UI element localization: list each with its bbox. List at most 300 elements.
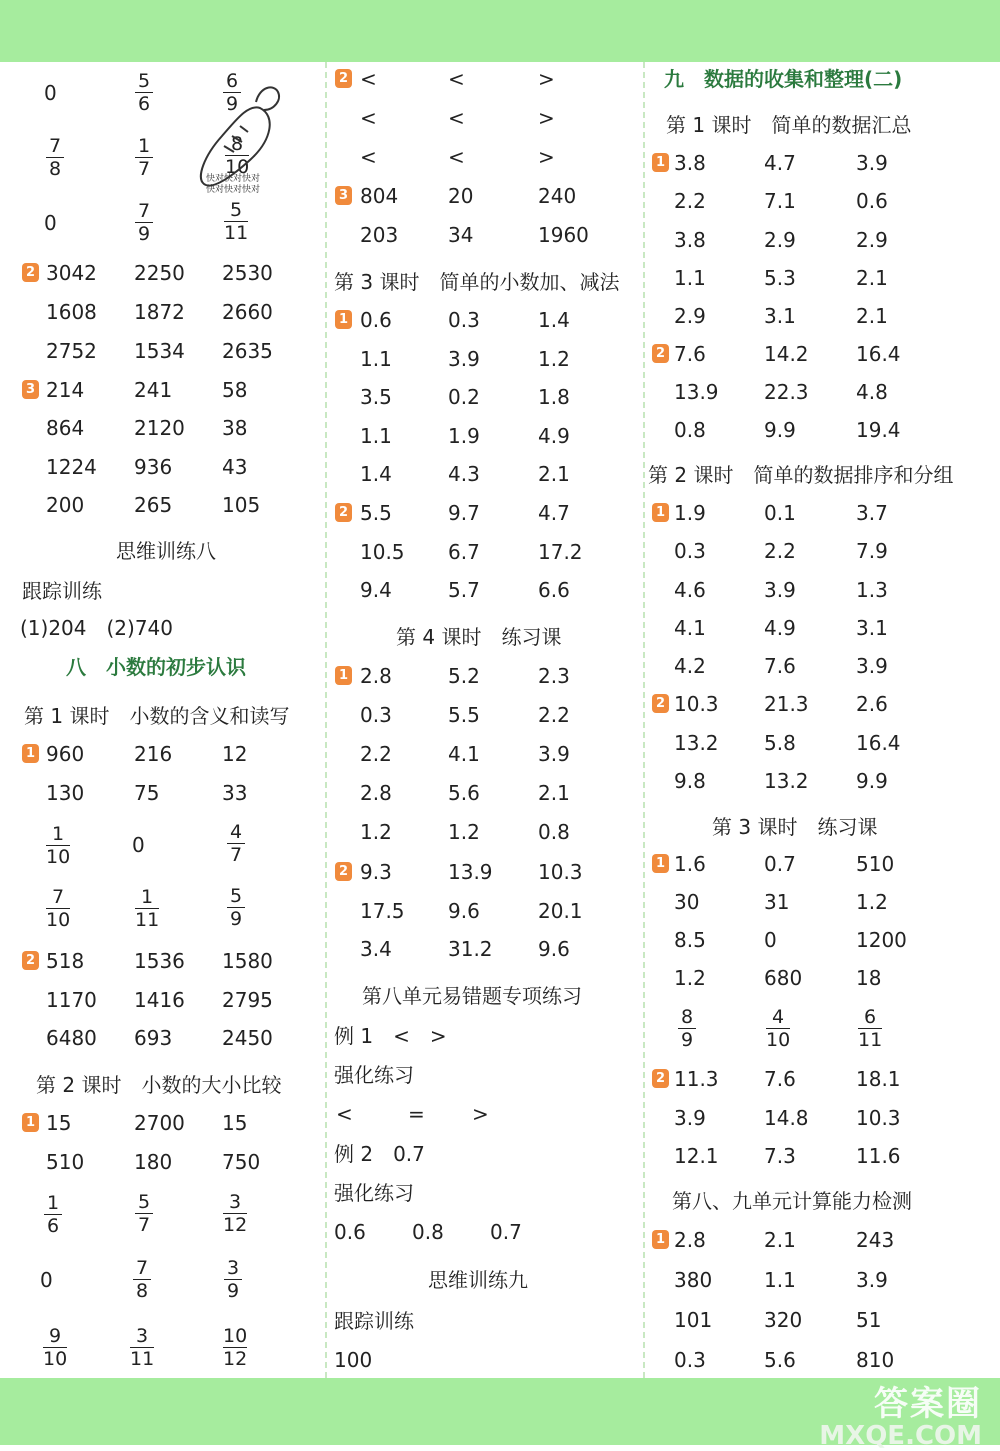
answer-value: 750 xyxy=(222,1150,261,1174)
fraction xyxy=(678,1007,696,1050)
section-title: 思维训练八 xyxy=(116,539,216,563)
fraction-numerator: 5 xyxy=(137,70,151,92)
answer-value: 1580 xyxy=(222,949,273,973)
answer-value: > xyxy=(538,106,555,130)
lesson-title: 第 4 课时 练习课 xyxy=(396,625,562,649)
answer-value: 1.1 xyxy=(764,1268,796,1292)
carrot-caption-line: 快对快对快对 xyxy=(206,174,261,184)
fraction-denominator: 12 xyxy=(223,1214,248,1236)
answer-value: 960 xyxy=(46,742,85,766)
answer-value: 693 xyxy=(134,1026,173,1050)
fraction-numerator: 4 xyxy=(229,821,243,843)
answer-value: 7.3 xyxy=(764,1144,796,1168)
answer-value: 1224 xyxy=(46,454,97,479)
fraction-denominator: 9 xyxy=(137,223,151,245)
answer-value: 0.6 xyxy=(360,308,392,332)
answer-value: 2.8 xyxy=(674,1228,706,1252)
answer-value: < xyxy=(448,145,465,169)
fraction-denominator: 10 xyxy=(766,1029,791,1051)
fraction-numerator: 3 xyxy=(229,1191,242,1213)
answer-value: 0.8 xyxy=(412,1220,444,1244)
fraction xyxy=(135,136,153,179)
fraction xyxy=(858,1007,882,1050)
answer-value: 19.4 xyxy=(856,418,901,442)
answer-value: 5.8 xyxy=(764,730,796,755)
fraction-numerator: 8 xyxy=(680,1006,694,1028)
fraction xyxy=(135,201,153,244)
answer-value: 2.9 xyxy=(674,304,706,329)
answer-value: 5.5 xyxy=(448,703,480,727)
question-number-badge: 2 xyxy=(335,69,352,88)
carrot-caption xyxy=(206,174,260,196)
question-number-badge: 2 xyxy=(335,862,352,881)
carrot-caption-line: 快对快对快对 xyxy=(206,185,261,195)
answer-value: 105 xyxy=(222,492,261,517)
lesson-title: 第 3 课时 简单的小数加、减法 xyxy=(334,270,620,294)
question-number-badge: 1 xyxy=(22,1113,39,1132)
answer-value: 265 xyxy=(134,492,173,517)
answer-value: 17.5 xyxy=(360,898,405,923)
fraction-denominator: 10 xyxy=(46,909,71,931)
answer-value: > xyxy=(472,1102,489,1126)
answer-value: 2.1 xyxy=(538,462,570,487)
answer-value: 10.3 xyxy=(856,1105,901,1130)
fraction xyxy=(44,1193,62,1236)
answer-value: 4.1 xyxy=(448,742,480,766)
answer-value: 2.2 xyxy=(538,703,570,727)
fraction-numerator: 5 xyxy=(229,885,243,907)
fraction-numerator: 7 xyxy=(52,886,65,908)
answer-value: 0.2 xyxy=(448,385,480,410)
fraction-denominator: 6 xyxy=(137,93,151,115)
fraction-denominator: 7 xyxy=(229,844,243,866)
question-number-badge: 1 xyxy=(652,153,669,172)
answer-value: 38 xyxy=(222,416,248,441)
lesson-title: 第 2 课时 小数的大小比较 xyxy=(36,1073,282,1097)
answer-value: 3.9 xyxy=(856,1268,888,1292)
answer-value: 0 xyxy=(132,833,145,857)
answer-value: 4.7 xyxy=(538,501,570,525)
answer-value: < xyxy=(448,67,465,91)
fraction-denominator: 10 xyxy=(43,1348,68,1370)
fraction-denominator: 9 xyxy=(229,908,243,930)
answer-value: 1536 xyxy=(134,949,185,973)
answer-value: 0 xyxy=(40,1268,53,1292)
answer-value: 0.3 xyxy=(674,1348,706,1372)
answer-value: 13.9 xyxy=(674,380,719,404)
answer-value: 0 xyxy=(44,211,57,235)
answer-value: 3.9 xyxy=(448,346,480,371)
fraction xyxy=(46,824,70,867)
answer-value: 5.7 xyxy=(448,578,480,603)
fraction-numerator: 6 xyxy=(225,70,239,92)
fraction xyxy=(227,822,245,865)
fraction xyxy=(223,1326,247,1369)
fraction-numerator: 6 xyxy=(864,1006,877,1028)
answer-value: 2.2 xyxy=(674,189,706,214)
answer-value: 1.4 xyxy=(360,462,392,487)
fraction-numerator: 3 xyxy=(136,1325,149,1347)
answer-value: 75 xyxy=(134,781,160,805)
answer-value: 680 xyxy=(764,966,803,990)
answer-value: 936 xyxy=(134,454,173,479)
answer-value: > xyxy=(538,67,555,91)
answer-value: 1.4 xyxy=(538,308,570,332)
fraction-numerator: 7 xyxy=(135,1257,149,1279)
fraction xyxy=(224,1258,242,1301)
answer-value: 1872 xyxy=(134,300,185,324)
answer-value: 18.1 xyxy=(856,1067,901,1091)
answer-value: 3.5 xyxy=(360,385,392,410)
answer-value: 11.3 xyxy=(674,1067,719,1091)
fraction-numerator: 9 xyxy=(49,1325,62,1347)
question-number-badge: 3 xyxy=(335,186,352,205)
fraction-denominator: 10 xyxy=(46,846,71,868)
answer-value: 2.3 xyxy=(538,664,570,688)
answer-value: 4.1 xyxy=(674,615,706,640)
answer-value: 17.2 xyxy=(538,539,583,564)
answer-value: 22.3 xyxy=(764,380,809,404)
answer-value: 2120 xyxy=(134,416,185,441)
example-answer: 例 1 < > xyxy=(334,1024,447,1048)
fraction-numerator: 10 xyxy=(223,1325,248,1347)
answer-value: 2660 xyxy=(222,300,273,324)
answer-value: 4.3 xyxy=(448,462,480,487)
fraction-denominator: 9 xyxy=(680,1029,694,1051)
fraction-denominator: 11 xyxy=(858,1029,883,1051)
fraction-denominator: 8 xyxy=(135,1280,149,1302)
answer-value: 15 xyxy=(222,1111,248,1135)
answer-value: 1.2 xyxy=(360,820,392,844)
answer-value: < xyxy=(360,67,377,91)
answer-value: 20.1 xyxy=(538,898,583,923)
answer-value: 1.2 xyxy=(538,346,570,371)
question-number-badge: 1 xyxy=(335,666,352,685)
answer-value: 1.9 xyxy=(674,501,706,525)
answer-value: 2530 xyxy=(222,261,273,285)
answer-value: 1.9 xyxy=(448,423,480,448)
answer-value: 0.8 xyxy=(538,820,570,844)
fraction-numerator: 5 xyxy=(137,1191,151,1213)
fraction-numerator: 3 xyxy=(226,1257,240,1279)
answer-value: 7.6 xyxy=(764,654,796,679)
question-number-badge: 1 xyxy=(22,744,39,763)
answer-value: 0.6 xyxy=(334,1220,366,1244)
answer-value: 4.6 xyxy=(674,577,706,602)
answer-value: 10.3 xyxy=(538,860,583,884)
subsection-title: 强化练习 xyxy=(334,1181,414,1205)
answer-value: 2635 xyxy=(222,339,273,363)
answer-value: 1.2 xyxy=(448,820,480,844)
question-number-badge: 1 xyxy=(652,503,669,522)
answer-value: 0.3 xyxy=(674,539,706,564)
answer-value: 3.1 xyxy=(856,615,888,640)
answer-value: 3.9 xyxy=(764,577,796,602)
answer-value: 810 xyxy=(856,1348,895,1372)
answer-value: 1.1 xyxy=(674,265,706,290)
subsection-title: 强化练习 xyxy=(334,1063,414,1087)
answer-value: 10.3 xyxy=(674,692,719,716)
fraction-numerator: 1 xyxy=(46,1192,60,1214)
answer-value: 30 xyxy=(674,890,700,914)
answer-value: < xyxy=(360,145,377,169)
answer-value: 14.2 xyxy=(764,342,809,366)
answer-value: 3.9 xyxy=(856,654,888,679)
answer-value: 2752 xyxy=(46,339,97,363)
answer-value: 0.3 xyxy=(360,703,392,727)
answer-value: 12 xyxy=(222,742,248,766)
fraction xyxy=(227,886,245,929)
answer-value: 5.2 xyxy=(448,664,480,688)
answer-value: 130 xyxy=(46,781,85,805)
answer-value: 31.2 xyxy=(448,937,493,962)
answer-value: 0.6 xyxy=(856,189,888,214)
answer-value: 10.5 xyxy=(360,539,405,564)
answer-value: 2.2 xyxy=(360,742,392,766)
answer-value: 14.8 xyxy=(764,1105,809,1130)
fraction-denominator: 7 xyxy=(137,158,151,180)
answer-value: 101 xyxy=(674,1308,713,1332)
question-number-badge: 2 xyxy=(335,503,352,522)
answer-value: 1960 xyxy=(538,223,589,247)
answer-value: 13.2 xyxy=(764,769,809,793)
answer-page xyxy=(0,62,1000,1378)
fraction-numerator: 1 xyxy=(137,135,151,157)
answer-value: 20 xyxy=(448,184,474,208)
answer-value: 1200 xyxy=(856,928,907,952)
fraction xyxy=(46,136,64,179)
answer-value: 1.3 xyxy=(856,577,888,602)
fraction xyxy=(135,887,159,930)
answer-value: 2.9 xyxy=(856,227,888,252)
answer-value: 5.6 xyxy=(448,781,480,805)
watermark xyxy=(819,1386,982,1450)
answer-value: 33 xyxy=(222,781,248,805)
fraction xyxy=(46,887,70,930)
answer-value: 804 xyxy=(360,184,399,208)
lesson-title: 第 2 课时 简单的数据排序和分组 xyxy=(648,463,954,487)
answer-value: > xyxy=(538,145,555,169)
answer-value: 6.7 xyxy=(448,539,480,564)
answer-value: 9.4 xyxy=(360,578,392,603)
answer-value: 3.9 xyxy=(674,1105,706,1130)
answer-value: 180 xyxy=(134,1150,173,1174)
answer-value: 203 xyxy=(360,223,399,247)
answer-value: 4.8 xyxy=(856,380,888,404)
answer-value: 13.9 xyxy=(448,860,493,884)
answer-value: 4.9 xyxy=(764,615,796,640)
answer-value: 3.1 xyxy=(764,304,796,329)
answer-value: 1.2 xyxy=(674,966,706,990)
answer-value: 2795 xyxy=(222,987,273,1012)
answer-value: < xyxy=(336,1102,353,1126)
answer-value: 6.6 xyxy=(538,578,570,603)
answer-value: 34 xyxy=(448,223,474,247)
answer-value: 2.8 xyxy=(360,664,392,688)
answer-value: 6480 xyxy=(46,1026,97,1050)
fraction xyxy=(43,1326,67,1369)
answer-value: 3.9 xyxy=(538,742,570,766)
section-title: 思维训练九 xyxy=(428,1268,528,1292)
answer-value: 7.1 xyxy=(764,189,796,214)
answer-value: 3.8 xyxy=(674,227,706,252)
answer-value: 241 xyxy=(134,378,173,402)
answer-value: 9.9 xyxy=(856,769,888,793)
answer-value: 9.6 xyxy=(538,937,570,962)
answer-value: 240 xyxy=(538,184,577,208)
answer-value: 200 xyxy=(46,492,85,517)
fraction-numerator: 7 xyxy=(137,200,151,222)
answer-value: 9.6 xyxy=(448,898,480,923)
answer-value: 2.1 xyxy=(856,304,888,329)
answer-value: 18 xyxy=(856,966,882,990)
answer-value: 0.1 xyxy=(764,501,796,525)
question-number-badge: 1 xyxy=(652,1230,669,1249)
answer-value: 4.2 xyxy=(674,654,706,679)
answer-value: 0 xyxy=(44,81,57,105)
fraction-denominator: 12 xyxy=(223,1348,248,1370)
answer-value: 4.9 xyxy=(538,423,570,448)
fraction-numerator: 8 xyxy=(231,133,244,155)
answer-value: 1.8 xyxy=(538,385,570,410)
answer-value: 1534 xyxy=(134,339,185,363)
answer-value: < xyxy=(448,106,465,130)
answer-value: 8.5 xyxy=(674,928,706,952)
answer-value: 43 xyxy=(222,454,248,479)
answer-value: 5.3 xyxy=(764,265,796,290)
answer-value: 1170 xyxy=(46,987,97,1012)
fraction-denominator: 10 xyxy=(225,156,250,178)
answer-value: 1.2 xyxy=(856,890,888,914)
answer-value: 16.4 xyxy=(856,342,901,366)
top-band xyxy=(0,0,1000,62)
answer-value: 518 xyxy=(46,949,85,973)
answer-value: 16.4 xyxy=(856,730,901,755)
answer-value: 2.1 xyxy=(856,265,888,290)
example-answer: 例 2 0.7 xyxy=(334,1142,425,1166)
answer-value: 320 xyxy=(764,1308,803,1332)
answer-value: 15 xyxy=(46,1111,72,1135)
question-number-badge: 2 xyxy=(22,263,39,282)
answer-value: 2.2 xyxy=(764,539,796,564)
answer-value: 7.6 xyxy=(764,1067,796,1091)
answer-value: 1.1 xyxy=(360,346,392,371)
answer-value: 2450 xyxy=(222,1026,273,1050)
answer-value: 0.8 xyxy=(674,418,706,442)
answer-value: 3042 xyxy=(46,261,97,285)
answer-value: 2.9 xyxy=(764,227,796,252)
answer-value: 0.7 xyxy=(764,852,796,876)
answer-value: 7.9 xyxy=(856,539,888,564)
answer-value: 7.6 xyxy=(674,342,706,366)
answer-value: 11.6 xyxy=(856,1144,901,1168)
fraction-denominator: 11 xyxy=(130,1348,155,1370)
fraction-denominator: 9 xyxy=(225,93,239,115)
watermark-logo: 答案圈 xyxy=(874,1384,982,1424)
fraction xyxy=(133,1258,151,1301)
fraction-numerator: 1 xyxy=(52,823,65,845)
fraction-denominator: 8 xyxy=(48,158,62,180)
answer-value: 2.1 xyxy=(538,781,570,805)
fraction xyxy=(135,1192,153,1235)
track-answer: 100 xyxy=(334,1348,373,1372)
answer-value: 216 xyxy=(134,742,173,766)
watermark-url: MXQE.COM xyxy=(819,1421,982,1451)
fraction-numerator: 1 xyxy=(141,886,154,908)
answer-value: 510 xyxy=(856,852,895,876)
lesson-title: 第 1 课时 小数的含义和读写 xyxy=(24,704,290,728)
fraction-denominator: 9 xyxy=(226,1280,240,1302)
answer-value: 3.7 xyxy=(856,501,888,525)
answer-value: 214 xyxy=(46,378,85,402)
answer-value: 1.6 xyxy=(674,852,706,876)
answer-value: 510 xyxy=(46,1150,85,1174)
track-answer: (1)204 (2)740 xyxy=(20,616,174,640)
answer-value: = xyxy=(408,1102,425,1126)
answer-value: 3.4 xyxy=(360,937,392,962)
question-number-badge: 2 xyxy=(652,344,669,363)
answer-value: 1608 xyxy=(46,300,97,324)
section-title: 第八、九单元计算能力检测 xyxy=(672,1189,912,1213)
fraction xyxy=(223,1192,247,1235)
answer-value: 5.5 xyxy=(360,501,392,525)
fraction-numerator: 4 xyxy=(772,1006,785,1028)
question-number-badge: 2 xyxy=(652,1069,669,1088)
answer-value: 2.1 xyxy=(764,1228,796,1252)
lesson-title: 第 1 课时 简单的数据汇总 xyxy=(666,113,912,137)
answer-value: 0 xyxy=(764,928,777,952)
question-number-badge: 3 xyxy=(22,380,39,399)
subsection-title: 跟踪训练 xyxy=(22,579,102,603)
answer-value: 9.8 xyxy=(674,769,706,793)
fraction xyxy=(130,1326,154,1369)
fraction-numerator: 7 xyxy=(48,135,62,157)
answer-value: 4.7 xyxy=(764,151,796,175)
answer-value: 380 xyxy=(674,1268,713,1292)
fraction-denominator: 7 xyxy=(137,1214,151,1236)
answer-value: 0.3 xyxy=(448,308,480,332)
fraction-denominator: 11 xyxy=(224,222,249,244)
answer-value: 0.7 xyxy=(490,1220,522,1244)
answer-value: 9.7 xyxy=(448,501,480,525)
answer-value: 51 xyxy=(856,1308,882,1332)
answer-value: 243 xyxy=(856,1228,895,1252)
unit-title: 八 小数的初步认识 xyxy=(66,655,246,679)
fraction-denominator: 6 xyxy=(46,1215,60,1237)
answer-value: 3.8 xyxy=(674,151,706,175)
answer-value: 2700 xyxy=(134,1111,185,1135)
fraction-numerator: 5 xyxy=(230,199,243,221)
question-number-badge: 1 xyxy=(335,310,352,329)
answer-value: 5.6 xyxy=(764,1348,796,1372)
answer-value: 9.9 xyxy=(764,418,796,442)
answer-value: 12.1 xyxy=(674,1144,719,1168)
answer-value: 13.2 xyxy=(674,730,719,755)
lesson-title: 第 3 课时 练习课 xyxy=(712,815,878,839)
subsection-title: 跟踪训练 xyxy=(334,1309,414,1333)
answer-value: 31 xyxy=(764,890,790,914)
question-number-badge: 1 xyxy=(652,854,669,873)
answer-value: 58 xyxy=(222,378,248,402)
answer-value: < xyxy=(360,106,377,130)
answer-value: 2.6 xyxy=(856,692,888,716)
answer-value: 21.3 xyxy=(764,692,809,716)
fraction xyxy=(135,71,153,114)
unit-title: 九 数据的收集和整理(二) xyxy=(664,67,903,91)
fraction-denominator: 11 xyxy=(135,909,160,931)
fraction xyxy=(766,1007,790,1050)
question-number-badge: 2 xyxy=(652,694,669,713)
